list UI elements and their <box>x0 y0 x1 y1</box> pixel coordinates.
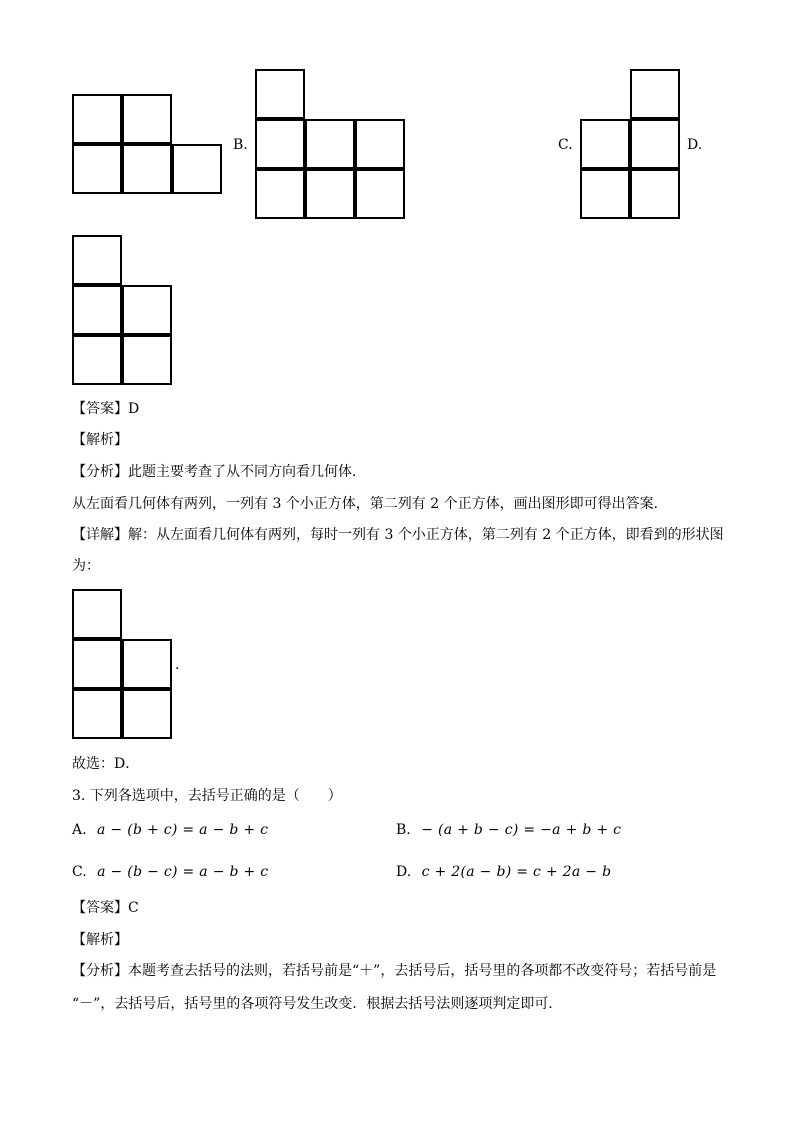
square <box>122 94 172 144</box>
square <box>172 144 222 194</box>
square <box>255 169 305 219</box>
option-label: A. <box>72 822 87 838</box>
q3-analysis-line1: 【分析】本题考查去括号的法则，若括号前是“＋”，去括号后，括号里的各项都不改变符号；若括号前是 <box>72 963 717 979</box>
square <box>305 169 355 219</box>
detail-period: . <box>175 657 180 673</box>
q3-analysis-line2: “－”，去括号后，括号里的各项符号发生改变．根据去括号法则逐项判定即可． <box>72 996 563 1012</box>
square <box>580 119 630 169</box>
q3-option-a <box>72 821 268 839</box>
square <box>122 689 172 739</box>
q2-detail-line2: 为： <box>72 558 100 574</box>
square <box>630 69 680 119</box>
option-label: C. <box>72 864 87 880</box>
square <box>72 639 122 689</box>
square <box>255 119 305 169</box>
square <box>72 589 122 639</box>
q2-analysis-heading: 【解析】 <box>72 432 128 448</box>
q3-answer: 【答案】C <box>72 900 139 916</box>
square <box>122 335 172 385</box>
square <box>72 285 122 335</box>
q3-option-c <box>72 863 268 881</box>
option-expression: a − (b − c) = a − b + c <box>97 864 269 880</box>
q2-conclusion: 故选：D． <box>72 756 140 772</box>
option-expression: − (a + b − c) = −a + b + c <box>421 822 622 838</box>
square <box>255 69 305 119</box>
q3-question: 3. 下列各选项中，去括号正确的是（ ） <box>72 788 342 804</box>
square <box>72 144 122 194</box>
square <box>580 169 630 219</box>
q2-answer: 【答案】D <box>72 401 140 417</box>
square <box>355 169 405 219</box>
square <box>72 335 122 385</box>
square <box>122 639 172 689</box>
option-d-label: D. <box>687 137 703 153</box>
option-expression: a − (b + c) = a − b + c <box>97 822 269 838</box>
q3-option-d <box>396 863 611 881</box>
option-label: B. <box>396 822 411 838</box>
option-label: D. <box>396 864 412 880</box>
option-expression: c + 2(a − b) = c + 2a − b <box>421 864 612 880</box>
square <box>72 235 122 285</box>
square <box>72 94 122 144</box>
option-c-label: C. <box>558 137 573 153</box>
q3-analysis-heading: 【解析】 <box>72 932 128 948</box>
square <box>630 169 680 219</box>
option-b-label: B. <box>233 137 248 153</box>
square <box>355 119 405 169</box>
square <box>122 285 172 335</box>
q2-analysis: 【分析】此题主要考查了从不同方向看几何体． <box>72 464 366 480</box>
q2-analysis-body: 从左面看几何体有两列，一列有 3 个小正方体，第二列有 2 个正方体，画出图形即可得出答案． <box>72 496 668 512</box>
square <box>72 689 122 739</box>
square <box>122 144 172 194</box>
square <box>630 119 680 169</box>
q3-option-b <box>396 821 621 839</box>
q2-detail-line1: 【详解】解：从左面看几何体有两列，每时一列有 3 个小正方体，第二列有 2 个正方体，即看到的形状图 <box>72 527 724 543</box>
square <box>305 119 355 169</box>
